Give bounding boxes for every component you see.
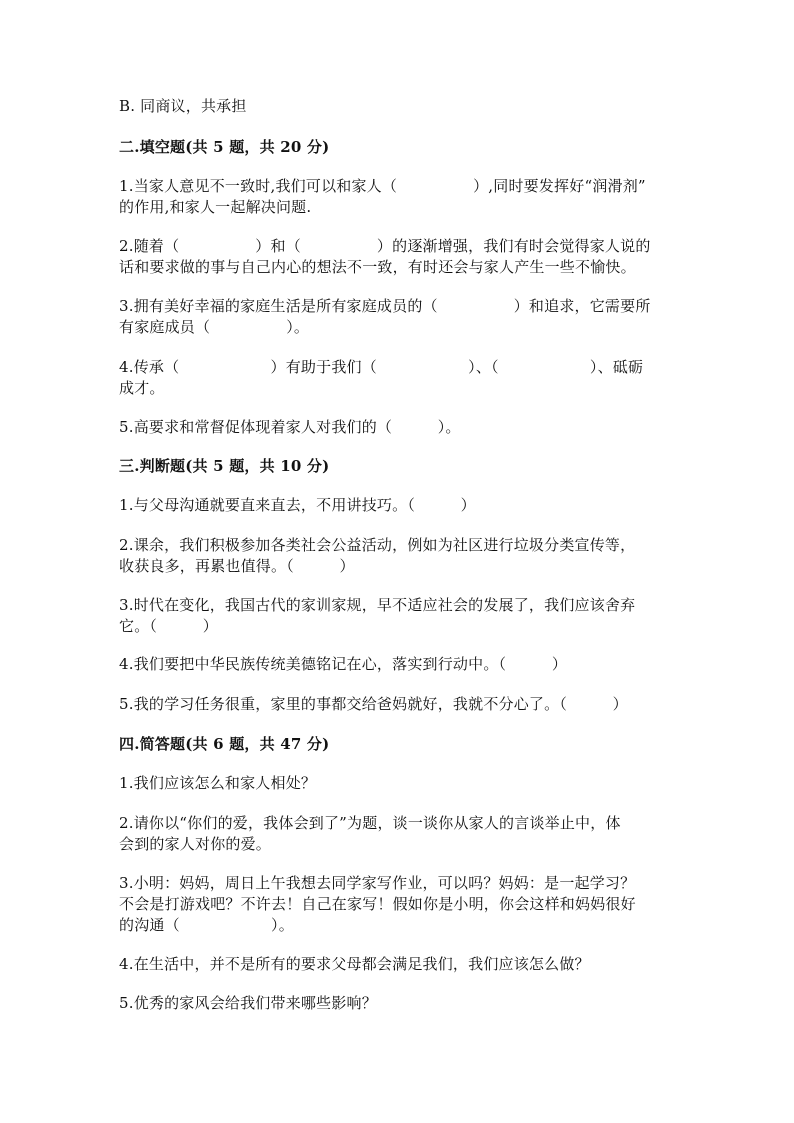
question-line: 有家庭成员（ ）。 <box>119 318 310 336</box>
question-line: 3.时代在变化，我国古代的家训家规，早不适应社会的发展了，我们应该舍弃 <box>119 596 636 614</box>
question-line: 5.优秀的家风会给我们带来哪些影响？ <box>119 994 377 1012</box>
question-line: 2.请你以“你们的爱，我体会到了”为题，谈一谈你从家人的言谈举止中，体 <box>119 814 621 832</box>
question-line: 不会是打游戏吧？不许去！自己在家写！假如你是小明，你会这样和妈妈很好 <box>119 895 636 913</box>
section-heading-true-false: 三.判断题(共 5 题，共 10 分) <box>119 457 330 475</box>
section-heading-short-answer: 四.简答题(共 6 题，共 47 分) <box>119 735 330 753</box>
question-line: 4.传承（ ）有助于我们（ ）、（ ）、砥砺 <box>119 358 644 376</box>
question-line: 3.拥有美好幸福的家庭生活是所有家庭成员的（ ）和追求，它需要所 <box>119 297 651 315</box>
question-line: 2.随着（ ）和（ ）的逐渐增强，我们有时会觉得家人说的 <box>119 237 651 255</box>
question-line: 4.在生活中，并不是所有的要求父母都会满足我们，我们应该怎么做？ <box>119 955 590 973</box>
question-line: 的沟通（ ）。 <box>119 916 294 934</box>
question-line: 的作用,和家人一起解决问题. <box>119 198 312 216</box>
question-line: 4.我们要把中华民族传统美德铭记在心，落实到行动中。（ ） <box>119 655 568 673</box>
question-line: 收获良多，再累也值得。（ ） <box>119 557 355 575</box>
question-line: 1.与父母沟通就要直来直去，不用讲技巧。（ ） <box>119 496 476 514</box>
question-line: 成才。 <box>119 379 165 397</box>
section-heading-fill-in: 二.填空题(共 5 题，共 20 分) <box>119 138 330 156</box>
question-line: 2.课余，我们积极参加各类社会公益活动，例如为社区进行垃圾分类宣传等， <box>119 536 636 554</box>
choice-option-b: B. 同商议，共承担 <box>119 97 247 115</box>
question-line: 5.高要求和常督促体现着家人对我们的（ ）。 <box>119 418 461 436</box>
question-line: 3.小明：妈妈，周日上午我想去同学家写作业，可以吗？妈妈：是一起学习？ <box>119 874 636 892</box>
question-line: 1.我们应该怎么和家人相处？ <box>119 774 317 792</box>
question-line: 5.我的学习任务很重，家里的事都交给爸妈就好，我就不分心了。（ ） <box>119 695 628 713</box>
question-line: 话和要求做的事与自己内心的想法不一致，有时还会与家人产生一些不愉快。 <box>119 258 636 276</box>
question-line: 会到的家人对你的爱。 <box>119 835 272 853</box>
question-line: 它。（ ） <box>119 617 218 635</box>
question-line: 1.当家人意见不一致时,我们可以和家人（ ）,同时要发挥好“润滑剂” <box>119 177 646 195</box>
